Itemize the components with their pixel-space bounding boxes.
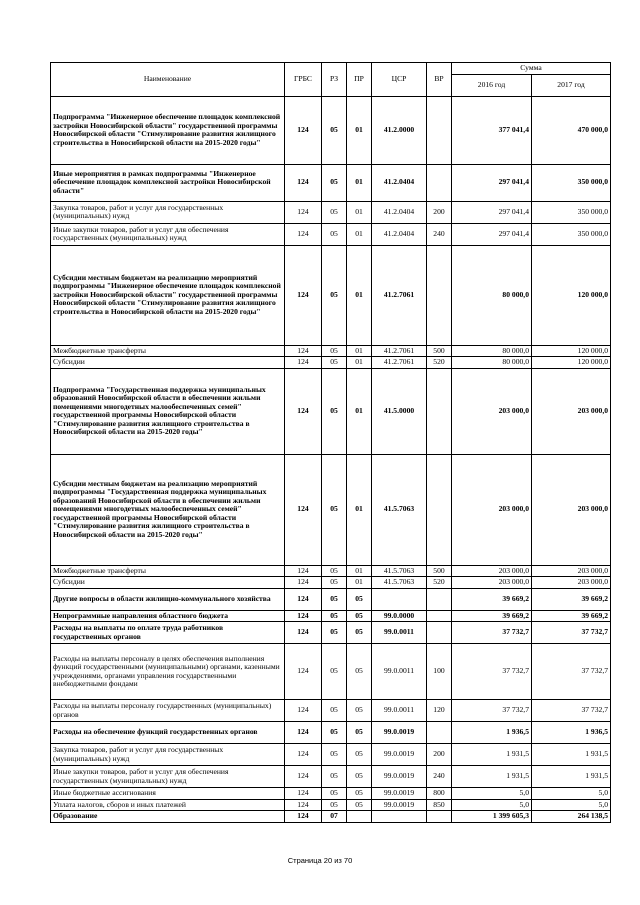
- cell-rz: 05: [322, 788, 347, 800]
- cell-pr: [347, 811, 372, 823]
- cell-name: Межбюджетные трансферты: [51, 345, 285, 357]
- cell-pr: 01: [347, 96, 372, 164]
- cell-csr: 41.2.7061: [372, 245, 427, 345]
- cell-v2016: 39 669,2: [452, 610, 532, 622]
- cell-pr: 05: [347, 622, 372, 644]
- cell-name: Расходы на выплаты персоналу в целях обеспечения выполнения функций государственными (муниципальными) органами, казенными учреждениями, органами управления государственными внебюджетными фондами: [51, 644, 285, 700]
- table-row: [51, 644, 611, 700]
- cell-grbs: 124: [285, 744, 322, 766]
- cell-v2017: 120 000,0: [532, 245, 611, 345]
- cell-pr: 05: [347, 610, 372, 622]
- table-row: [51, 700, 611, 722]
- cell-grbs: 124: [285, 722, 322, 744]
- cell-v2016: 80 000,0: [452, 357, 532, 369]
- cell-vr: 520: [427, 577, 452, 589]
- cell-name: Субсидии местным бюджетам на реализацию мероприятий подпрограммы "Государственная поддержка муниципальных образований Новосибирской области в обеспечении жильми помещениями многодетных малообеспеченных семей" государственной программы Новосибирской области "Стимулирование развития жилищного строительства в Новосибирской области на 2015-2020 годы": [51, 454, 285, 565]
- cell-grbs: 124: [285, 811, 322, 823]
- cell-v2017: 203 000,0: [532, 454, 611, 565]
- cell-csr: 41.5.7063: [372, 577, 427, 589]
- cell-rz: 05: [322, 644, 347, 700]
- cell-pr: 05: [347, 700, 372, 722]
- cell-v2017: 470 000,0: [532, 96, 611, 164]
- cell-rz: 05: [322, 700, 347, 722]
- cell-pr: 01: [347, 368, 372, 454]
- cell-name: Иные мероприятия в рамках подпрограммы "Инженерное обеспечение площадок комплексной застройки Новосибирской области": [51, 164, 285, 201]
- cell-name: Образование: [51, 811, 285, 823]
- table-row: [51, 245, 611, 345]
- cell-rz: 05: [322, 201, 347, 223]
- cell-v2017: 203 000,0: [532, 565, 611, 577]
- cell-csr: 41.2.7061: [372, 345, 427, 357]
- table-row: [51, 577, 611, 589]
- cell-pr: 01: [347, 223, 372, 245]
- table-row: [51, 345, 611, 357]
- table-row: [51, 201, 611, 223]
- cell-name: Субсидии: [51, 577, 285, 589]
- cell-v2016: 80 000,0: [452, 245, 532, 345]
- cell-pr: 01: [347, 164, 372, 201]
- cell-vr: [427, 811, 452, 823]
- cell-v2016: 1 931,5: [452, 766, 532, 788]
- cell-csr: 41.5.0000: [372, 368, 427, 454]
- cell-rz: 05: [322, 223, 347, 245]
- cell-csr: 99.0.0019: [372, 799, 427, 811]
- cell-pr: 01: [347, 201, 372, 223]
- table-row: [51, 722, 611, 744]
- cell-name: Подпрограмма "Государственная поддержка муниципальных образований Новосибирской области в обеспечении жильми помещениями многодетных малообеспеченных семей" государственной программы Новосибирской области "Стимулирование развития жилищного строительства в Новосибирской области на 2015-2020 годы": [51, 368, 285, 454]
- cell-grbs: 124: [285, 454, 322, 565]
- cell-grbs: 124: [285, 245, 322, 345]
- cell-v2016: 1 936,5: [452, 722, 532, 744]
- cell-name: Непрограммные направления областного бюджета: [51, 610, 285, 622]
- cell-csr: 99.0.0011: [372, 622, 427, 644]
- cell-v2016: 297 041,4: [452, 164, 532, 201]
- page-footer: Страница 20 из 70: [287, 856, 353, 865]
- header-csr: ЦСР: [372, 63, 427, 97]
- cell-rz: 05: [322, 622, 347, 644]
- cell-csr: [372, 811, 427, 823]
- cell-v2016: 37 732,7: [452, 644, 532, 700]
- cell-csr: 41.2.7061: [372, 357, 427, 369]
- cell-name: Субсидии местным бюджетам на реализацию мероприятий подпрограммы "Инженерное обеспечение площадок комплексной застройки Новосибирской области" государственной программы Новосибирской области "Стимулирование развития жилищного строительства в Новосибирской области на 2015-2020 годы": [51, 245, 285, 345]
- table-row: [51, 357, 611, 369]
- cell-v2016: 203 000,0: [452, 565, 532, 577]
- cell-vr: [427, 722, 452, 744]
- cell-vr: [427, 96, 452, 164]
- cell-pr: 01: [347, 565, 372, 577]
- cell-rz: 05: [322, 368, 347, 454]
- cell-vr: 200: [427, 744, 452, 766]
- cell-csr: 41.2.0000: [372, 96, 427, 164]
- table-row: [51, 223, 611, 245]
- cell-rz: 05: [322, 799, 347, 811]
- table-row: [51, 454, 611, 565]
- cell-csr: 99.0.0011: [372, 644, 427, 700]
- cell-rz: 05: [322, 245, 347, 345]
- table-row: [51, 799, 611, 811]
- cell-csr: 41.2.0404: [372, 164, 427, 201]
- cell-pr: 05: [347, 588, 372, 610]
- cell-grbs: 124: [285, 622, 322, 644]
- cell-rz: 05: [322, 577, 347, 589]
- header-name: Наименование: [51, 63, 285, 97]
- table-row: [51, 368, 611, 454]
- cell-rz: 05: [322, 588, 347, 610]
- header-grbs: ГРБС: [285, 63, 322, 97]
- table-row: [51, 811, 611, 823]
- cell-vr: 500: [427, 565, 452, 577]
- cell-csr: 99.0.0019: [372, 722, 427, 744]
- cell-v2017: 37 732,7: [532, 644, 611, 700]
- cell-grbs: 124: [285, 201, 322, 223]
- cell-rz: 05: [322, 565, 347, 577]
- cell-v2017: 37 732,7: [532, 622, 611, 644]
- cell-v2016: 297 041,4: [452, 201, 532, 223]
- cell-vr: 800: [427, 788, 452, 800]
- cell-v2017: 120 000,0: [532, 357, 611, 369]
- cell-name: Другие вопросы в области жилищно-коммунального хозяйства: [51, 588, 285, 610]
- cell-grbs: 124: [285, 588, 322, 610]
- header-sum: Сумма: [452, 63, 611, 75]
- cell-v2017: 1 936,5: [532, 722, 611, 744]
- cell-v2017: 5,0: [532, 799, 611, 811]
- header-year-2017: 2017 год: [532, 74, 611, 96]
- cell-pr: 01: [347, 577, 372, 589]
- cell-csr: 99.0.0019: [372, 744, 427, 766]
- cell-v2016: 37 732,7: [452, 622, 532, 644]
- header-year-2016: 2016 год: [452, 74, 532, 96]
- cell-csr: 99.0.0019: [372, 766, 427, 788]
- cell-pr: 05: [347, 722, 372, 744]
- cell-v2017: 203 000,0: [532, 368, 611, 454]
- table-row: [51, 610, 611, 622]
- cell-v2016: 5,0: [452, 799, 532, 811]
- cell-grbs: 124: [285, 368, 322, 454]
- cell-rz: 05: [322, 96, 347, 164]
- cell-vr: 100: [427, 644, 452, 700]
- cell-v2017: 203 000,0: [532, 577, 611, 589]
- cell-v2016: 37 732,7: [452, 700, 532, 722]
- cell-grbs: 124: [285, 788, 322, 800]
- cell-pr: 01: [347, 345, 372, 357]
- cell-vr: [427, 622, 452, 644]
- header-vr: ВР: [427, 63, 452, 97]
- cell-rz: 07: [322, 811, 347, 823]
- cell-vr: 240: [427, 766, 452, 788]
- cell-rz: 05: [322, 744, 347, 766]
- cell-rz: 05: [322, 345, 347, 357]
- cell-name: Межбюджетные трансферты: [51, 565, 285, 577]
- header-pr: ПР: [347, 63, 372, 97]
- cell-pr: 05: [347, 766, 372, 788]
- cell-vr: 120: [427, 700, 452, 722]
- cell-v2016: 203 000,0: [452, 368, 532, 454]
- cell-v2016: 1 399 605,3: [452, 811, 532, 823]
- cell-v2016: 203 000,0: [452, 454, 532, 565]
- cell-v2017: 37 732,7: [532, 700, 611, 722]
- table-row: [51, 788, 611, 800]
- cell-grbs: 124: [285, 799, 322, 811]
- cell-vr: [427, 588, 452, 610]
- cell-grbs: 124: [285, 357, 322, 369]
- cell-name: Расходы на выплаты персоналу государственных (муниципальных) органов: [51, 700, 285, 722]
- cell-vr: [427, 245, 452, 345]
- cell-rz: 05: [322, 164, 347, 201]
- cell-grbs: 124: [285, 345, 322, 357]
- cell-v2017: 350 000,0: [532, 164, 611, 201]
- cell-v2017: 350 000,0: [532, 201, 611, 223]
- table-row: [51, 164, 611, 201]
- cell-vr: 520: [427, 357, 452, 369]
- cell-name: Иные бюджетные ассигнования: [51, 788, 285, 800]
- cell-v2016: 203 000,0: [452, 577, 532, 589]
- cell-grbs: 124: [285, 610, 322, 622]
- cell-name: Расходы на обеспечение функций государственных органов: [51, 722, 285, 744]
- cell-pr: 05: [347, 799, 372, 811]
- cell-v2016: 80 000,0: [452, 345, 532, 357]
- cell-pr: 01: [347, 245, 372, 345]
- cell-grbs: 124: [285, 565, 322, 577]
- cell-v2016: 39 669,2: [452, 588, 532, 610]
- cell-pr: 01: [347, 454, 372, 565]
- cell-grbs: 124: [285, 223, 322, 245]
- cell-csr: 99.0.0011: [372, 700, 427, 722]
- cell-pr: 05: [347, 744, 372, 766]
- cell-v2017: 264 138,5: [532, 811, 611, 823]
- cell-v2016: 1 931,5: [452, 744, 532, 766]
- cell-name: Закупка товаров, работ и услуг для государственных (муниципальных) нужд: [51, 744, 285, 766]
- cell-v2017: 39 669,2: [532, 610, 611, 622]
- cell-rz: 05: [322, 610, 347, 622]
- table-row: [51, 588, 611, 610]
- cell-v2016: 5,0: [452, 788, 532, 800]
- cell-csr: 41.2.0404: [372, 201, 427, 223]
- cell-name: Иные закупки товаров, работ и услуг для обеспечения государственных (муниципальных) нужд: [51, 766, 285, 788]
- cell-csr: [372, 588, 427, 610]
- cell-pr: 05: [347, 788, 372, 800]
- cell-csr: 41.2.0404: [372, 223, 427, 245]
- cell-v2017: 1 931,5: [532, 766, 611, 788]
- cell-csr: 99.0.0000: [372, 610, 427, 622]
- cell-v2017: 120 000,0: [532, 345, 611, 357]
- table-row: [51, 622, 611, 644]
- cell-name: Субсидии: [51, 357, 285, 369]
- cell-vr: [427, 164, 452, 201]
- cell-name: Расходы на выплаты по оплате труда работников государственных органов: [51, 622, 285, 644]
- cell-pr: 01: [347, 357, 372, 369]
- cell-vr: [427, 368, 452, 454]
- cell-vr: 240: [427, 223, 452, 245]
- cell-v2016: 297 041,4: [452, 223, 532, 245]
- cell-v2016: 377 041,4: [452, 96, 532, 164]
- cell-name: Закупка товаров, работ и услуг для государственных (муниципальных) нужд: [51, 201, 285, 223]
- cell-vr: 200: [427, 201, 452, 223]
- cell-rz: 05: [322, 722, 347, 744]
- cell-rz: 05: [322, 357, 347, 369]
- cell-rz: 05: [322, 766, 347, 788]
- cell-v2017: 350 000,0: [532, 223, 611, 245]
- cell-vr: 500: [427, 345, 452, 357]
- cell-csr: 41.5.7063: [372, 565, 427, 577]
- table-row: [51, 565, 611, 577]
- cell-vr: 850: [427, 799, 452, 811]
- cell-vr: [427, 610, 452, 622]
- cell-name: Иные закупки товаров, работ и услуг для обеспечения государственных (муниципальных) нужд: [51, 223, 285, 245]
- cell-vr: [427, 454, 452, 565]
- cell-csr: 41.5.7063: [372, 454, 427, 565]
- cell-pr: 05: [347, 644, 372, 700]
- cell-grbs: 124: [285, 766, 322, 788]
- cell-rz: 05: [322, 454, 347, 565]
- table-row: [51, 744, 611, 766]
- cell-csr: 99.0.0019: [372, 788, 427, 800]
- cell-name: Подпрограмма "Инженерное обеспечение площадок комплексной застройки Новосибирской области" государственной программы Новосибирской области "Стимулирование развития жилищного строительства в Новосибирской области на 2015-2020 годы": [51, 96, 285, 164]
- table-row: [51, 96, 611, 164]
- cell-v2017: 39 669,2: [532, 588, 611, 610]
- table-row: [51, 766, 611, 788]
- cell-grbs: 124: [285, 164, 322, 201]
- header-rz: РЗ: [322, 63, 347, 97]
- budget-table: [50, 62, 611, 823]
- cell-name: Уплата налогов, сборов и иных платежей: [51, 799, 285, 811]
- cell-grbs: 124: [285, 644, 322, 700]
- cell-v2017: 5,0: [532, 788, 611, 800]
- cell-v2017: 1 931,5: [532, 744, 611, 766]
- cell-grbs: 124: [285, 577, 322, 589]
- cell-grbs: 124: [285, 96, 322, 164]
- cell-grbs: 124: [285, 700, 322, 722]
